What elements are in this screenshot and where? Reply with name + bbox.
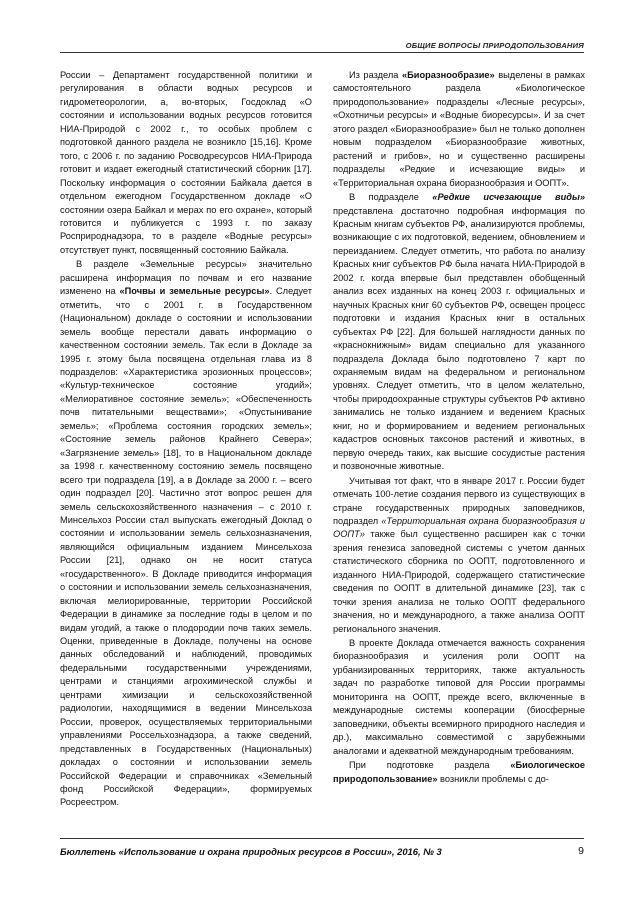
text-run: Учитывая тот факт, что в январе 2017 г. России будет отмечать 100-летие создания первого из существующих в стране государственных природных заповедников, подраздел [333, 475, 585, 526]
text-run: В разделе «Земельные ресурсы» значительно расширена информация по почвам и его название изменено на [60, 259, 312, 297]
running-header: ОБЩИЕ ВОПРОСЫ ПРИРОДОПОЛЬЗОВАНИЯ [405, 41, 584, 50]
paragraph: В проекте Доклада отмечается важность сохранения биоразнообразия и усиления роли ООПТ на урбанизированных территориях, также актуальность задач по разработке типовой для России программы мониторинга на ООПТ, прежде всего, включенные в международные системы кооперации (биосферные заповедники, объекты всемирного природного наследия и др.), максимально совместимой с зарубежными аналогами и адекватной международным требованиям. [333, 638, 585, 756]
paragraph [60, 258, 312, 810]
italic-term: «Территориальная охрана биоразнообразия и ООПТ» [333, 515, 585, 540]
bold-term: «Биологическое природопользование» [333, 760, 585, 784]
text-run: При подготовке раздела [349, 760, 511, 771]
text-run: выделены в рамках самостоятельного раздела «Биологическое природопользование» подразделы «Лесные ресурсы», «Охотничьи ресурсы» и «Водные биоресурсы». И за счет этого раздел «Биоразнообразие» был не только дополнен новым подразделом «Биоразнообразие животных, растений и грибов», но и существенно расширены подразделы «Редкие и исчезающие виды» и «Территориальная охрана биоразнообразия и ООПТ». [333, 70, 586, 188]
bold-term: «Почвы и земельные ресурсы» [119, 286, 270, 297]
left-column [60, 69, 312, 810]
header-rule [60, 52, 584, 53]
page-number: 9 [578, 845, 584, 857]
text-run: представлена достаточно подробная информация по Красным книгам субъектов РФ, анализируются проблемы, возникающие с их подготовкой, ведением, обновлением и переизданием. Следует отметить, что работа по анализу Красных книг субъектов РФ была начата НИА-Природой в 2002 г. когда впервые был представлен обобщенный анализ всех изданных на конец 2003 г. официальных и научных Красных книг 60 субъектов РФ, освещен процесс подготовки и издания Красных книг в остальных субъектах РФ [22]. Для большей наглядности данных по «краснокнижным» видам специально для указанного подраздела Доклада было подготовлено 7 карт по охраняемым видам на федеральном и региональном уровнях. Следует отметить, что в целом желательно, чтобы природоохранные структуры субъектов РФ активно занимались не только изданием и ведением Красных книг, но и формированием и ведением региональных кадастров основных таксонов растений и животных, в первую очередь таких, как высшие сосудистые растения и позвоночные животные. [333, 205, 585, 472]
right-column [333, 69, 585, 786]
text-run: также был существенно расширен как с точки зрения генезиса заповедной системы с учетом данных статистического сборника по ООПТ, подготовленного и изданного НИА-Природой, содержащего статистические сведения по ООПТ в длительной динамике [23], так с точки зрения анализа не только ООПТ федерального значения, но и международного, а также анализа ООПТ регионального значения. [333, 529, 585, 634]
paragraph [333, 475, 585, 636]
text-run: Из раздела [349, 70, 402, 80]
bold-italic-term: «Редкие исчезающие виды» [432, 192, 586, 203]
text-run: В подразделе [349, 192, 433, 203]
paragraph [333, 191, 585, 474]
paragraph [333, 759, 585, 786]
text-run: . Следует отметить, что с 2001 г. в Государственном (Национальном) докладе о состоянии и использовании земель вообще перестали давать информацию о качественном состоянии земель. Так если в Докладе за 1995 г. этому была посвящена отдельная глава из 8 подразделов: «Характеристика эрозионных процессов»; «Культур-техническое состояние угодий»; «Мелиоративное состояние земель»; «Обеспеченность почв питательными веществами»; «Опустынивание земель»; «Проблема состояния городских земель»; «Состояние земель районов Крайнего Севера»; «Загрязнение земель» [18], то в Национальном докладе за 1998 г. качественному состоянию земель посвящено всего три подраздела [19], а в Докладе за 2000 г. – всего один подраздел [20]. Частично этот вопрос решен для земель сельскохозяйственного назначения – с 2010 г. Минсельхоз России стал выпускать ежегодный Доклад о состоянии и использовании земель сельхозназначения, являющийся официальным изданием Минсельхоза России [21], однако он не носит статуса «государственного». В Докладе приводится информация о состоянии и использовании земель сельхозназначения, включая мелиорированные, территории Российской Федерации в динамике за последние годы в целом и по видам угодий, а также о плодородии почв таких земель. Оценки, приведенные в Докладе, получены на основе данных обследований и наблюдений, проводимых федеральными государственными учреждениями, центрами и станциями агрохимической службы и центрами химизации и сельскохозяйственной радиологии, находящимися в ведении Минсельхоза России, проверок, осуществляемых территориальными управлениями Россельхознадзора, а также сведений, представленных в Государственных (Национальных) докладах о состоянии и использовании земель Российской Федерации и справочниках «Земельный фонд Российской Федерации», формируемых Росреестром. [60, 286, 312, 808]
text-run: возникли проблемы с до- [437, 773, 549, 784]
paragraph [333, 69, 585, 190]
bold-term: «Биоразнообразие» [401, 70, 495, 80]
footer-rule [60, 838, 584, 839]
journal-footer: Бюллетень «Использование и охрана природных ресурсов в России», 2016, № 3 [60, 846, 442, 857]
paragraph: России – Департамент государственной политики и регулирования в области водных ресурсов и гидрометеорологии, а, во-вторых, Госдоклад «О состоянии и использовании водных ресурсов готовится НИА-Природой с 2002 г., то особых проблем с подготовкой данного раздела не возникло [15,16]. Кроме того, с 2006 г. по заданию Росводресурсов НИА-Природа готовит и издает ежегодный статистический сборник [17]. Поскольку информация о состоянии Байкала дается в отдельном ежегодном Государственном докладе «О состоянии озера Байкал и мерах по его охране», который готовится и публикуется с 1993 г. по заказу Росприроднадзора, то в разделе «Водные ресурсы» отсутствует пункт, посвященный состоянию Байкала. [60, 70, 312, 255]
